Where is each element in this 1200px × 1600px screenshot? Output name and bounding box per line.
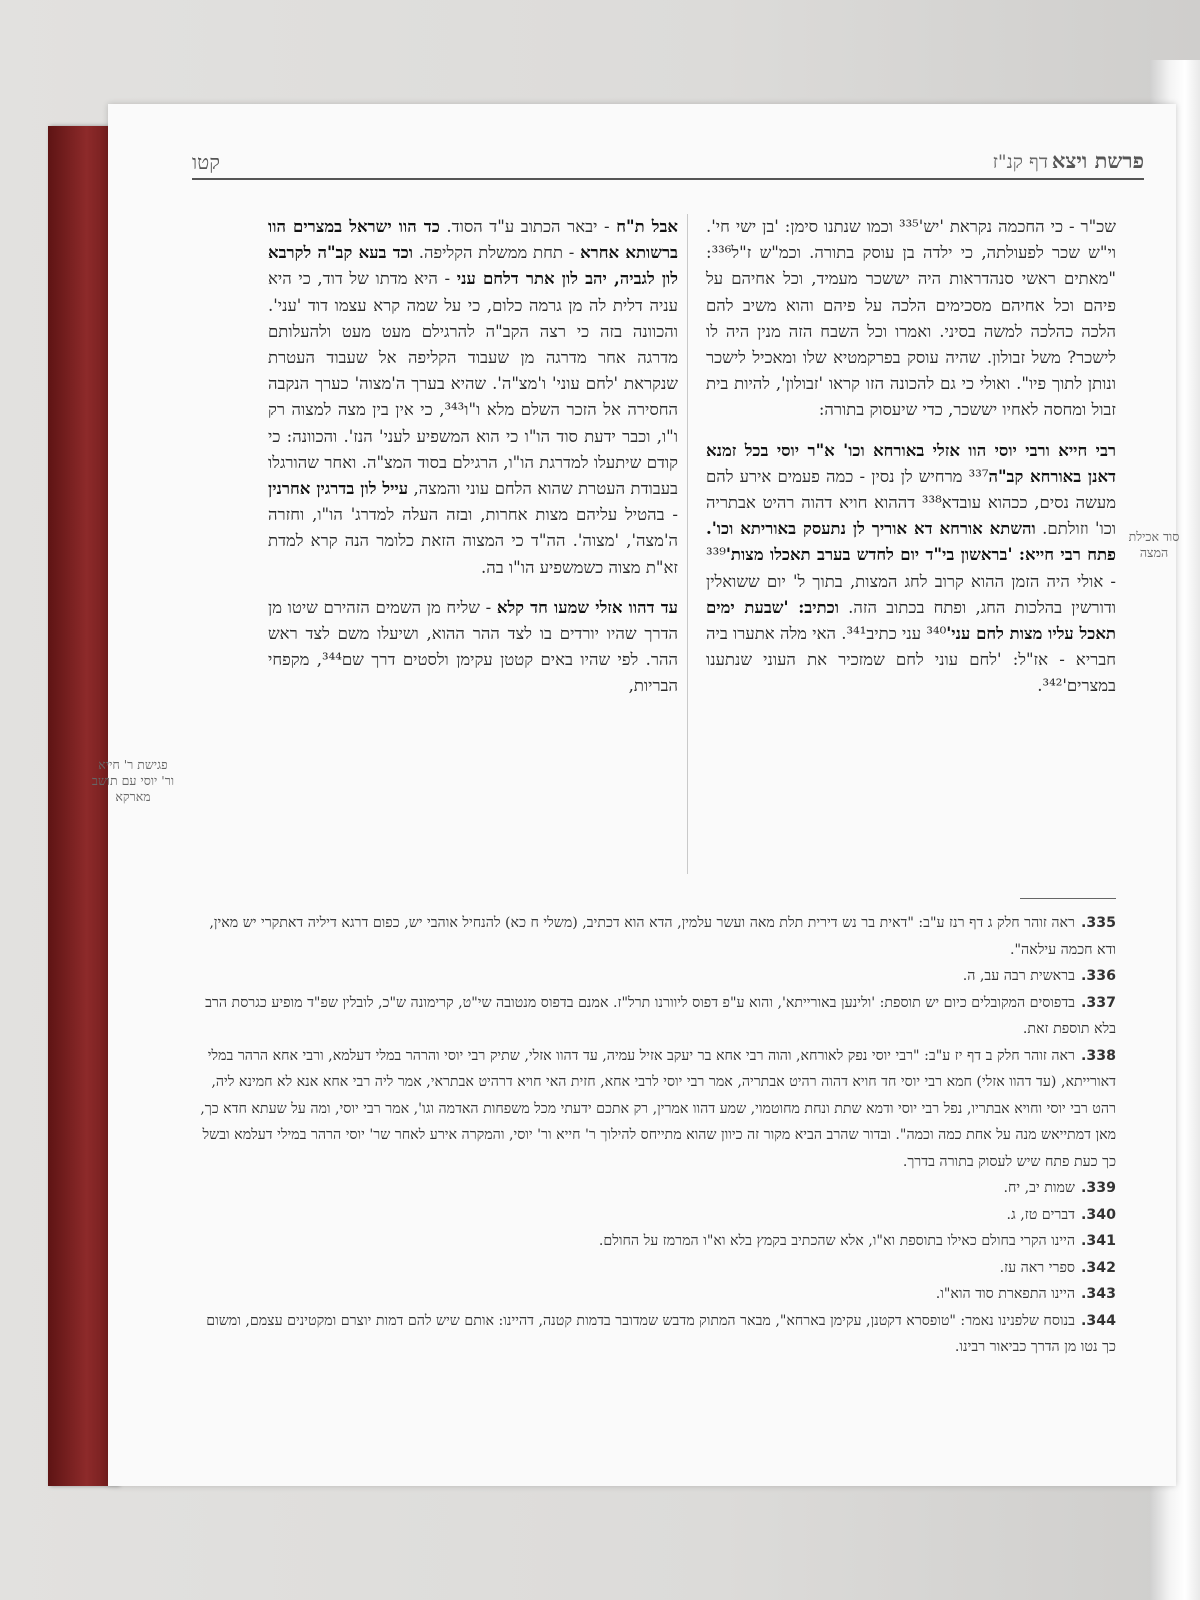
footnote bbox=[192, 1308, 1116, 1361]
column-divider bbox=[687, 214, 688, 874]
paragraph-text: - שליח מן השמים הזהירם שיטו מן הדרך שהיו יורדים בו לצד ההר ההוא, ושיעלו משם לצד ראש ההר. לפי שהיו באים קטטן עקימן ולסטים דרך שם³⁴⁴, מקפחי הבריות, bbox=[268, 597, 678, 696]
footnote-text: ספרי ראה עז. bbox=[999, 1259, 1075, 1276]
footnote-text: ראה זוהר חלק ג דף רנז ע"ב: "דאית בר נש דירית תלת מאה ועשר עלמין, הדא הוא דכתיב, (משלי ח כא) להנחיל אוהבי יש, כפום דרגא דיליה דאתקרי יש מאין, ודא חכמה עילאה". bbox=[209, 915, 1116, 958]
paragraph bbox=[268, 214, 678, 581]
footnote bbox=[192, 990, 1116, 1043]
footnote-number: 336. bbox=[1080, 968, 1116, 984]
daf-reference: דף קנ"ז bbox=[992, 151, 1048, 173]
bold-quote: רבי חייא ורבי יוסי הוו אזלי באורחא וכו' א"ר יוסי בכל זמנא דאנן באורחא קב"ה bbox=[706, 440, 1116, 486]
footnote-number: 340. bbox=[1080, 1206, 1116, 1223]
paragraph bbox=[706, 214, 1116, 424]
footnote-number: 342. bbox=[1080, 1259, 1116, 1276]
paragraph-text: - היא מדתו של דוד, כי היא עניה דלית לה מן גרמה כלום, כי על שמה קרא עצמו דוד 'עני'. והכוונה בזה כי רצה הקב"ה להרגילם מעט מעט ולהעלותם מדרגה אחר מדרגה מן שעבוד הקליפה אל שעבוד העטרת שנקראת 'לחם עוני' ו'מצ"ה'. שהיא בערך ה'מצוה' כערך הנקבה החסירה אל הזכר השלם מלא ו"ו³⁴³, כי אין בין מצה למצוה רק ו"ו, וכבר ידעת סוד הו"ו כי הוא המשפיע לעני' הנז'. והכוונה: כי קודם שיתעלו למדרגת הו"ו, הרגילם בסוד המצ"ה. ואחר שהורגלו בעבודת העטרת שהוא הלחם עוני והמצה, bbox=[268, 269, 679, 499]
footnote bbox=[192, 1281, 1116, 1308]
paragraph-text: שכ"ר - כי החכמה נקראת 'יש'³³⁵ וכמו שנתנו סימן: 'בן ישי חי'. וי"ש שכר לפעולתה, כי ילדה בן עוסק בתורה. וכמ"ש ז"ל³³⁶: "מאתים ראשי סנהדראות היה יששכר מעמיד, וכל אחיהם על פיהם וכל אחיהם מסכימים הלכה על פיהם והוא משיב להם הלכה כהלכה למשה בסיני. ואמרו וכל השבח הזה מנין היה לו לישכר? משל זבולון. שהיה עוסק בפרקמטיא שלו ומאכיל לישכר ונותן לתוך פיו". ואולי כי גם להכונה הזו קראו 'זבולון', להיות בית זבול ומחסה לאחיו יששכר, כדי שיעסוק בתורה: bbox=[706, 217, 1116, 420]
page-number: קטו bbox=[192, 150, 220, 174]
running-head bbox=[192, 148, 1144, 180]
footnote bbox=[192, 963, 1116, 990]
footnote bbox=[192, 1228, 1116, 1255]
margin-note-right: סוד אכילת המצה bbox=[1128, 529, 1180, 560]
parsha-title: פרשת ויצא bbox=[1051, 148, 1144, 173]
footnotes bbox=[192, 910, 1116, 1361]
bold-quote: עייל לון בדרגין אחרנין bbox=[268, 479, 409, 499]
footnote-number: 335. bbox=[1080, 915, 1116, 931]
paragraph bbox=[268, 595, 678, 700]
right-column bbox=[706, 214, 1116, 710]
footnote-text: דברים טז, ג. bbox=[1006, 1206, 1075, 1223]
footnote-text: בדפוסים המקובלים כיום יש תוספת: 'ולינען באורייתא', והוא ע"פ דפוס ליוורנו תרל"ז. אמנם בדפוס מנטובה שי"ט, קרימונה ש"כ, לובלין שפ"ד מופיע כגרסת הרב בלא תוספת זאת. bbox=[205, 994, 1116, 1037]
bold-quote: עד דהוו אזלי שמעו חד קלא bbox=[496, 597, 678, 617]
footnote-text: ראה זוהר חלק ב דף יז ע"ב: "רבי יוסי נפק לאורחא, והוה רבי אחא בר יעקב אזיל עמיה, עד דהוו אזלי, שתיק רבי יוסי והרהר במלי דעלמא, ורבי אחא הרהר במלי דאורייתא, (עד דהוו אזלי) חמא רבי יוסי חד חויא דהוה רהיט אבתריה, אמר רבי יוסי לרבי אחא, חזית האי חויא דרהיט אבתראי, אמר ליה רבי אחא אנא לא חמינא ליה, רהט רבי יוסי וחויא אבתריו, נפל רבי יוסי ודמא שתת ונחת מחוטמוי, שמע דהוו אמרין, רק אתכם ידעתי מכל משפחות האדמה וגו', אמר רבי יוסי, ומה על שעתא חדא כך, מאן דמתייאש מנה על אחת כמה וכמה". ובדור שהרב הביא מקור זה כיוון שהוא מתייחס להילוך ר' חייא ור' יוסי, והמקרה אירע לאחר שר' יוסי הרהר במילי דעלמא ובשל כך כעת פתח שיש לעסוק בתורה בדרך. bbox=[200, 1047, 1116, 1170]
footnote-number: 341. bbox=[1080, 1233, 1116, 1249]
footnote bbox=[192, 1255, 1116, 1282]
page-content bbox=[91, 104, 1180, 1486]
footnote-number: 344. bbox=[1080, 1312, 1116, 1329]
footnote-number: 339. bbox=[1080, 1180, 1116, 1196]
paragraph-text: - בהטיל עליהם מצות אחרות, ובזה העלה למדרג' הו"ו, וחזרה ה'מצה', 'מצוה'. הה"ד כי המצוה הזאת כלומר הנה קרא למדת זא"ת מצוה כשמשפיע הו"ו בה. bbox=[268, 505, 678, 577]
paragraph-text: ³³⁹ - אולי היה הזמן ההוא קרוב לחג המצות, בתוך ל' יום ששואלין ודורשין בהלכות החג, ופתח בכתוב הזה. bbox=[706, 545, 1117, 617]
footnote-text: היינו הקרי בחולם כאילו בתוספת וא"ו, אלא שהכתיב בקמץ בלא וא"ו המרמז על החולם. bbox=[598, 1233, 1075, 1249]
footnote bbox=[192, 1175, 1116, 1202]
footnote-text: שמות יב, יח. bbox=[1003, 1180, 1075, 1196]
paragraph-text: - תחת ממשלת הקליפה. bbox=[412, 243, 581, 263]
footnote-number: 337. bbox=[1080, 994, 1116, 1011]
paragraph-text: - יבאר הכתוב ע"ד הסוד. bbox=[439, 217, 617, 236]
bold-quote: וכד בעא קב"ה לקרבא לון לגביה, יהב לון אתר דלחם עני bbox=[268, 243, 678, 289]
bold-quote: והשתא אורחא דא אוריך לן נתעסק באוריתא וכו'. פתח רבי חייא: 'בראשון בי"ד יום לחדש בערב תאכלו מצות' bbox=[706, 519, 1116, 565]
footnote-number: 338. bbox=[1080, 1047, 1116, 1064]
footnote-text: בראשית רבה עב, ה. bbox=[962, 968, 1075, 984]
footnote-text: בנוסח שלפנינו נאמר: "טופסרא דקטנן, עקימן בארחא", מבאר המתוק מדבש שמדובר בדמות קטנה, דהיינו: אותם שיש להם דמות יוצרם ומקטינים עצמם, ומשום כך נטו מן הדרך כביאור רבינו. bbox=[206, 1312, 1116, 1355]
footnote bbox=[192, 1202, 1116, 1229]
footnote-number: 343. bbox=[1080, 1286, 1116, 1302]
footnote bbox=[192, 910, 1116, 963]
bold-quote: וכתיב: 'שבעת ימים תאכל עליו מצות לחם עני' bbox=[706, 597, 1116, 644]
paragraph-text: ³³⁷ מרחיש לן נסין - כמה פעמים אירע להם מעשה נסים, ככהוא עובדא³³⁸ דההוא חויא דהוה רהיט אבתריה וכו' וזולתם. bbox=[706, 466, 1117, 539]
footnote-rule bbox=[1020, 898, 1116, 899]
footnote bbox=[192, 1043, 1116, 1176]
paragraph-text: ³⁴⁰ עני כתיב³⁴¹. האי מלה אתערו ביה חבריא - אז"ל: 'לחם עוני לחם שמזכיר את העוני שנתענו במצרים'³⁴². bbox=[706, 624, 1116, 696]
bold-quote: כד הוו ישראל במצרים הוו ברשותא אחרא bbox=[268, 217, 679, 263]
margin-note-left: פגישת ר' חייא ור' יוסי עם תושב מארקא bbox=[91, 757, 175, 804]
bold-quote: אבל ת"ח bbox=[616, 217, 679, 236]
book-page bbox=[91, 104, 1180, 1486]
footnote-text: היינו התפארת סוד הוא"ו. bbox=[935, 1286, 1075, 1302]
paragraph bbox=[706, 438, 1116, 700]
left-column bbox=[268, 214, 678, 710]
